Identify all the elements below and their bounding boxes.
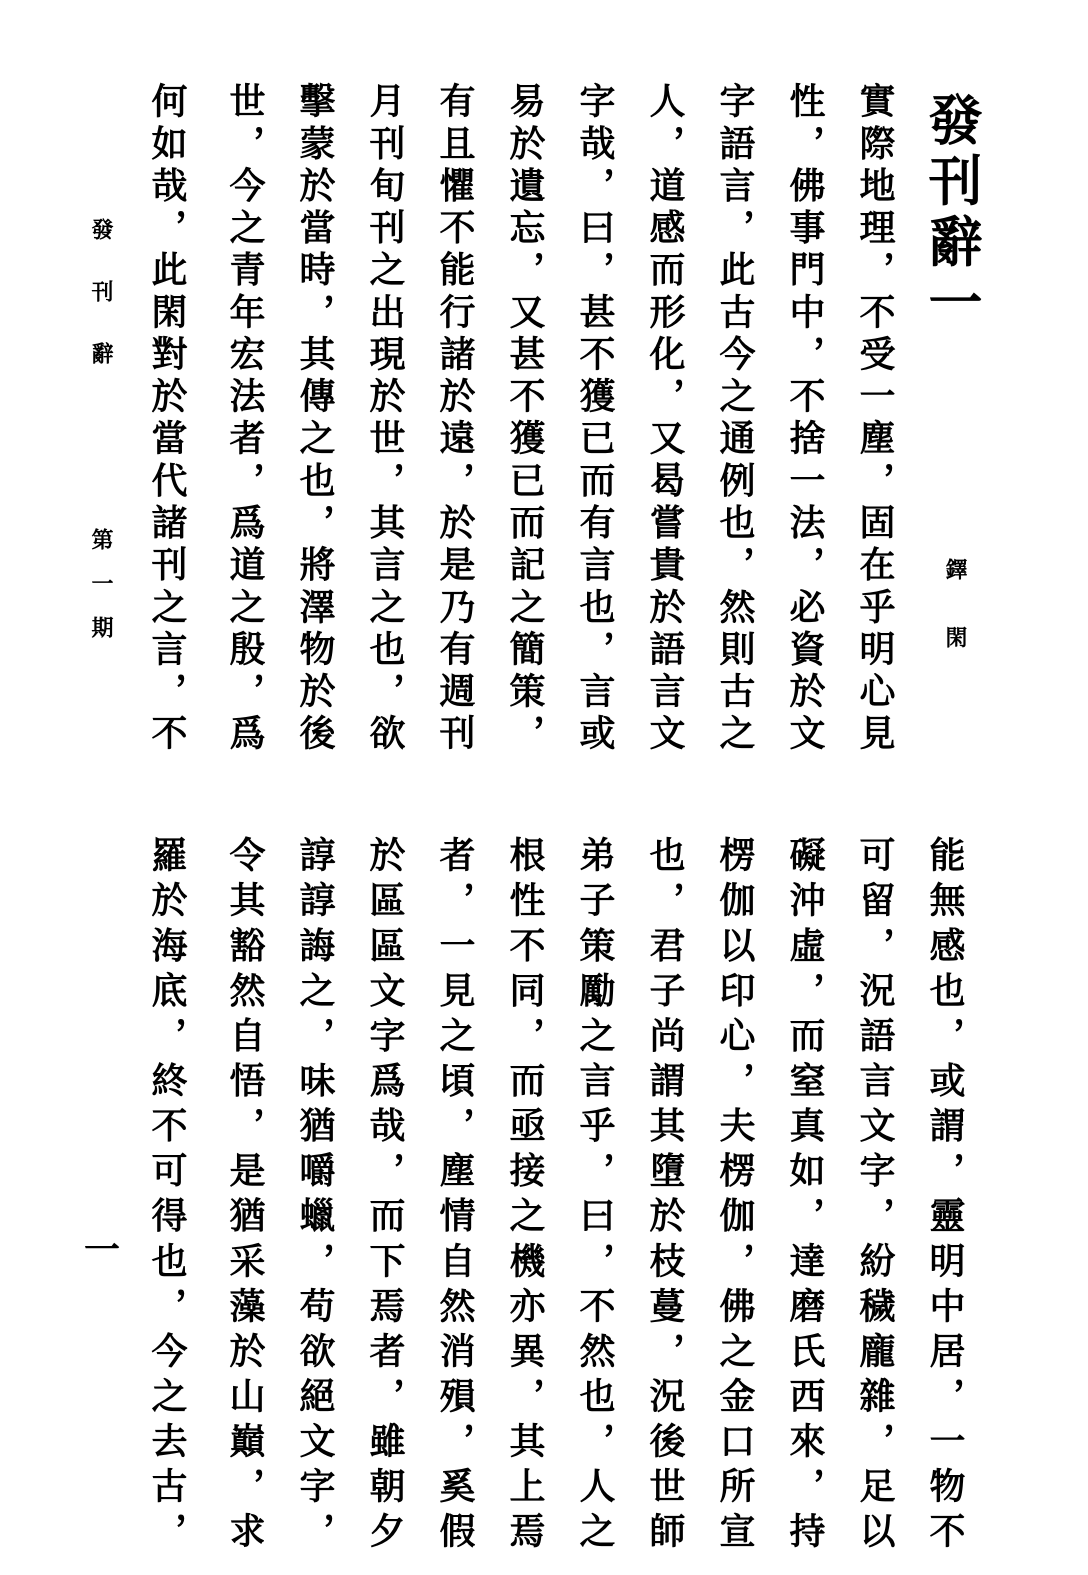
- text-column: 弟子策勵之言乎，曰，不然也，人之: [574, 836, 616, 1548]
- text-column: 性，佛事門中，不捨一法，必資於文: [784, 82, 826, 750]
- text-column: 令其豁然自悟，是猶采藻於山巔，求: [224, 836, 266, 1548]
- text-column: 根性不同，而亟接之機亦異，其上焉: [504, 836, 546, 1548]
- text-column: 字語言，此古今之通例也，然則古之: [714, 82, 756, 750]
- text-column: 羅於海底，終不可得也，今之去古，: [146, 836, 188, 1548]
- text-column: 字哉，曰，甚不獲已而有言也，言或: [574, 82, 616, 750]
- text-column: 月刊旬刊之出現於世，其言之也，欲: [364, 82, 406, 750]
- page-number: 一: [83, 1229, 120, 1271]
- text-column: 可留，況語言文字，紛穢龐雜，足以: [854, 836, 896, 1548]
- text-column: 擊蒙於當時，其傳之也，將澤物於後: [294, 82, 336, 750]
- footer-issue: 第一期: [88, 528, 114, 638]
- text-column: 人，道感而形化，又曷嘗貴於語言文: [644, 82, 686, 750]
- footer-section-title: 發刊辭: [88, 218, 114, 364]
- text-column: 易於遺忘，又甚不獲已而記之簡策，: [504, 82, 546, 750]
- text-column: 何如哉，此閑對於當代諸刊之言，不: [146, 82, 188, 750]
- text-column: 楞伽以印心，夫楞伽，佛之金口所宣: [714, 836, 756, 1548]
- text-column: 也，君子尚謂其墮於枝蔓，況後世師: [644, 836, 686, 1548]
- text-column: 世，今之青年宏法者，爲道之殷，爲: [224, 82, 266, 750]
- text-column: 礙沖虛，而窒真如，達磨氏西來，持: [784, 836, 826, 1548]
- text-column: 於區區文字爲哉，而下焉者，雖朝夕: [364, 836, 406, 1548]
- text-column: 者，一見之頃，塵情自然消殞，奚假: [434, 836, 476, 1548]
- text-column: 有且懼不能行諸於遠，於是乃有週刊: [434, 82, 476, 750]
- text-column: 諄諄誨之，味猶嚼蠟，苟欲絕文字，: [294, 836, 336, 1548]
- author-name: 鐸閑: [942, 558, 968, 648]
- page-title: 發刊辭一: [920, 92, 984, 328]
- text-column: 能無感也，或謂，靈明中居，一物不: [924, 836, 966, 1548]
- text-column: 實際地理，不受一塵，固在乎明心見: [854, 82, 896, 750]
